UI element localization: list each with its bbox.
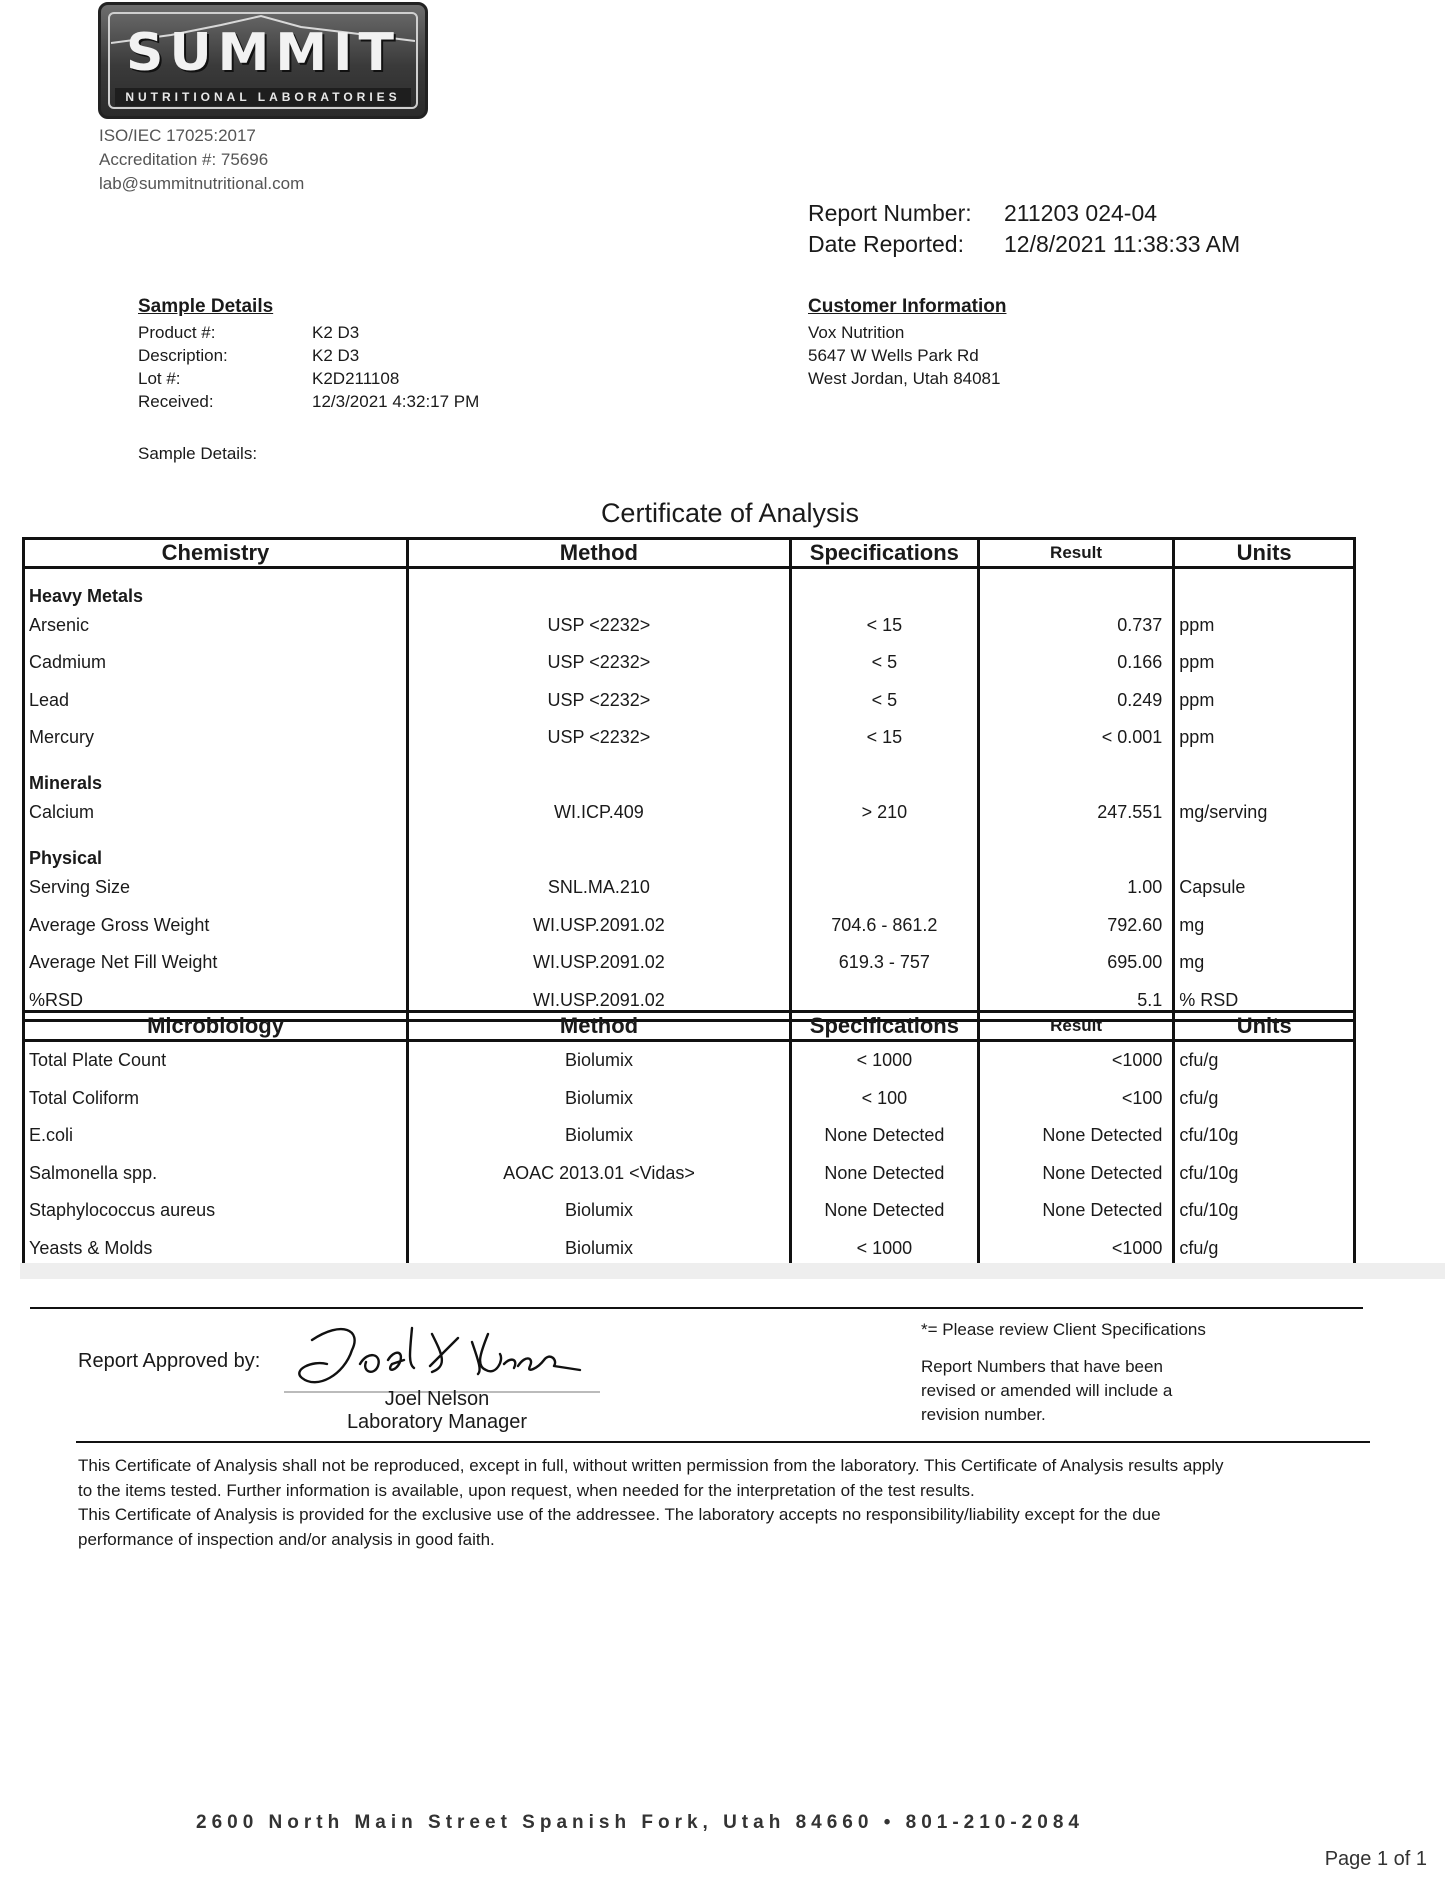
spec-cell: None Detected bbox=[790, 1192, 978, 1230]
received-label: Received: bbox=[138, 392, 214, 411]
specifications-header: Specifications bbox=[790, 539, 978, 568]
units-cell: Capsule bbox=[1174, 869, 1355, 907]
method-cell: USP <2232> bbox=[407, 644, 790, 682]
table-row bbox=[24, 1117, 1355, 1155]
report-number-label: Report Number: bbox=[808, 200, 972, 226]
iso-standard: ISO/IEC 17025:2017 bbox=[99, 126, 256, 145]
units-header: Units bbox=[1174, 539, 1355, 568]
product-label: Product #: bbox=[138, 323, 216, 342]
result-cell: 247.551 bbox=[978, 794, 1174, 832]
revision-note-3: revision number. bbox=[921, 1405, 1046, 1424]
method-cell: USP <2232> bbox=[407, 719, 790, 757]
units-cell: ppm bbox=[1174, 644, 1355, 682]
result-cell: None Detected bbox=[978, 1155, 1174, 1193]
divider-bottom bbox=[76, 1441, 1370, 1443]
analyte-name: Serving Size bbox=[24, 869, 408, 907]
report-number: 211203 024-04 bbox=[1004, 200, 1158, 226]
spec-cell: < 15 bbox=[790, 607, 978, 645]
notes bbox=[921, 1318, 1206, 1427]
page-number: Page 1 of 1 bbox=[1324, 1848, 1427, 1870]
result-cell: 1.00 bbox=[978, 869, 1174, 907]
signer-title: Laboratory Manager bbox=[346, 1411, 528, 1433]
lot-value: K2D211108 bbox=[312, 369, 400, 388]
spec-cell: < 1000 bbox=[790, 1041, 978, 1080]
lab-email: lab@summitnutritional.com bbox=[99, 174, 305, 193]
result-cell: 792.60 bbox=[978, 907, 1174, 945]
units-cell: mg/serving bbox=[1174, 794, 1355, 832]
revision-note-1: Report Numbers that have been bbox=[921, 1357, 1163, 1376]
table-row bbox=[24, 944, 1355, 982]
result-cell: 0.249 bbox=[978, 682, 1174, 720]
footer-address: 2600 North Main Street Spanish Fork, Utah 84660 • 801-210-2084 bbox=[196, 1812, 1084, 1833]
analyte-name: Calcium bbox=[24, 794, 408, 832]
specifications-header: Specifications bbox=[790, 1012, 978, 1041]
analyte-name: Average Net Fill Weight bbox=[24, 944, 408, 982]
description-label: Description: bbox=[138, 346, 228, 365]
result-cell: None Detected bbox=[978, 1192, 1174, 1230]
description-value: K2 D3 bbox=[312, 346, 360, 365]
method-cell: SNL.MA.210 bbox=[407, 869, 790, 907]
analyte-name: Salmonella spp. bbox=[24, 1155, 408, 1193]
table-row bbox=[24, 607, 1355, 645]
sample-details-label: Sample Details: bbox=[138, 444, 258, 463]
result-cell: None Detected bbox=[978, 1117, 1174, 1155]
category-row bbox=[24, 757, 1355, 795]
analyte-name: Arsenic bbox=[24, 607, 408, 645]
result-cell: <1000 bbox=[978, 1041, 1174, 1080]
table-row bbox=[24, 1192, 1355, 1230]
spec-cell: > 210 bbox=[790, 794, 978, 832]
units-cell: ppm bbox=[1174, 682, 1355, 720]
method-cell: Biolumix bbox=[408, 1230, 791, 1269]
result-header: Result bbox=[978, 1012, 1174, 1041]
spec-cell: None Detected bbox=[790, 1117, 978, 1155]
microbiology-table bbox=[22, 1010, 1356, 1270]
method-cell: WI.ICP.409 bbox=[407, 794, 790, 832]
analyte-name: Cadmium bbox=[24, 644, 408, 682]
units-cell: cfu/g bbox=[1174, 1230, 1355, 1269]
analyte-name: E.coli bbox=[24, 1117, 408, 1155]
customer-info-heading: Customer Information bbox=[808, 296, 1007, 317]
table-row bbox=[24, 1155, 1355, 1193]
units-cell: cfu/g bbox=[1174, 1080, 1355, 1118]
date-reported: 12/8/2021 11:38:33 AM bbox=[1004, 231, 1241, 257]
table-row bbox=[24, 794, 1355, 832]
units-cell: % RSD bbox=[1174, 982, 1355, 1021]
spec-cell: < 5 bbox=[790, 644, 978, 682]
table-row bbox=[24, 1080, 1355, 1118]
customer-address-1: 5647 W Wells Park Rd bbox=[808, 346, 979, 365]
result-cell: < 0.001 bbox=[978, 719, 1174, 757]
spec-note: *= Please review Client Specifications bbox=[921, 1320, 1206, 1339]
spec-cell: < 5 bbox=[790, 682, 978, 720]
spec-cell: 619.3 - 757 bbox=[790, 944, 978, 982]
result-cell: 695.00 bbox=[978, 944, 1174, 982]
table-row bbox=[24, 907, 1355, 945]
method-header: Method bbox=[408, 1012, 791, 1041]
method-cell: USP <2232> bbox=[407, 607, 790, 645]
disclaimer-line-2: to the items tested. Further information is available, upon request, when needed for the interpretation of the test results. bbox=[78, 1480, 975, 1500]
units-cell: cfu/10g bbox=[1174, 1155, 1355, 1193]
date-reported-label: Date Reported: bbox=[808, 231, 964, 257]
spec-cell: < 1000 bbox=[790, 1230, 978, 1269]
analyte-name: Total Coliform bbox=[24, 1080, 408, 1118]
sample-details bbox=[138, 296, 479, 465]
disclaimer-line-4: performance of inspection and/or analysis in good faith. bbox=[78, 1529, 495, 1549]
analyte-name: Total Plate Count bbox=[24, 1041, 408, 1080]
accreditation-number: Accreditation #: 75696 bbox=[99, 150, 269, 169]
chemistry-header-row bbox=[24, 539, 1355, 568]
method-cell: Biolumix bbox=[408, 1080, 791, 1118]
result-cell: <1000 bbox=[978, 1230, 1174, 1269]
category-heavy-metals: Heavy Metals bbox=[24, 568, 408, 607]
result-cell: 0.737 bbox=[978, 607, 1174, 645]
analyte-name: Average Gross Weight bbox=[24, 907, 408, 945]
method-cell: USP <2232> bbox=[407, 682, 790, 720]
category-minerals: Minerals bbox=[24, 757, 408, 795]
disclaimer bbox=[78, 1454, 1353, 1552]
divider-top bbox=[30, 1307, 1363, 1309]
units-cell: cfu/10g bbox=[1174, 1192, 1355, 1230]
result-cell: 5.1 bbox=[978, 982, 1174, 1021]
signature bbox=[282, 1320, 602, 1396]
method-cell: AOAC 2013.01 <Vidas> bbox=[408, 1155, 791, 1193]
category-row bbox=[24, 568, 1355, 607]
table-row bbox=[24, 682, 1355, 720]
sample-details-heading: Sample Details bbox=[138, 296, 274, 317]
table-row bbox=[24, 1041, 1355, 1080]
chemistry-table bbox=[22, 537, 1356, 1022]
spec-cell: < 15 bbox=[790, 719, 978, 757]
method-cell: WI.USP.2091.02 bbox=[407, 944, 790, 982]
units-cell: mg bbox=[1174, 907, 1355, 945]
category-row bbox=[24, 832, 1355, 870]
received-value: 12/3/2021 4:32:17 PM bbox=[312, 392, 480, 411]
summit-logo bbox=[98, 2, 428, 119]
disclaimer-line-1: This Certificate of Analysis shall not be reproduced, except in full, without written permission from the laboratory. This Certificate of Analysis results apply bbox=[78, 1456, 1224, 1475]
units-cell: cfu/g bbox=[1174, 1041, 1355, 1080]
signer-name: Joel Nelson bbox=[384, 1388, 490, 1410]
spec-cell: < 100 bbox=[790, 1080, 978, 1118]
method-cell: WI.USP.2091.02 bbox=[407, 982, 790, 1021]
analyte-name: Mercury bbox=[24, 719, 408, 757]
units-cell: cfu/10g bbox=[1174, 1117, 1355, 1155]
result-cell: 0.166 bbox=[978, 644, 1174, 682]
shaded-band bbox=[20, 1263, 1445, 1279]
microbiology-header-row bbox=[24, 1012, 1355, 1041]
customer-info bbox=[808, 296, 1006, 390]
units-cell: mg bbox=[1174, 944, 1355, 982]
method-cell: WI.USP.2091.02 bbox=[407, 907, 790, 945]
method-cell: Biolumix bbox=[408, 1041, 791, 1080]
customer-name: Vox Nutrition bbox=[808, 323, 905, 342]
units-cell: ppm bbox=[1174, 719, 1355, 757]
spec-cell: 704.6 - 861.2 bbox=[790, 907, 978, 945]
report-meta bbox=[808, 198, 1240, 260]
coa-title: Certificate of Analysis bbox=[600, 498, 860, 528]
lot-label: Lot #: bbox=[138, 369, 181, 388]
result-header: Result bbox=[978, 539, 1174, 568]
table-row bbox=[24, 869, 1355, 907]
result-cell: <100 bbox=[978, 1080, 1174, 1118]
method-header: Method bbox=[407, 539, 790, 568]
table-row bbox=[24, 644, 1355, 682]
revision-note-2: revised or amended will include a bbox=[921, 1381, 1173, 1400]
product-value: K2 D3 bbox=[312, 323, 360, 342]
table-row bbox=[24, 719, 1355, 757]
disclaimer-line-3: This Certificate of Analysis is provided for the exclusive use of the addressee. The laboratory accepts no responsibility/liability except for the due bbox=[78, 1505, 1161, 1524]
logo-word: SUMMIT bbox=[126, 23, 400, 83]
analyte-name: Staphylococcus aureus bbox=[24, 1192, 408, 1230]
method-cell: Biolumix bbox=[408, 1117, 791, 1155]
analyte-name: %RSD bbox=[24, 982, 408, 1021]
category-physical: Physical bbox=[24, 832, 408, 870]
signer bbox=[300, 1388, 574, 1434]
microbiology-header: Microbiology bbox=[24, 1012, 408, 1041]
lab-info bbox=[99, 124, 304, 196]
customer-address-2: West Jordan, Utah 84081 bbox=[808, 369, 1001, 388]
report-approved-label: Report Approved by: bbox=[78, 1350, 261, 1372]
units-header: Units bbox=[1174, 1012, 1355, 1041]
spec-cell: None Detected bbox=[790, 1155, 978, 1193]
spec-cell bbox=[790, 869, 978, 907]
method-cell: Biolumix bbox=[408, 1192, 791, 1230]
analyte-name: Lead bbox=[24, 682, 408, 720]
units-cell: ppm bbox=[1174, 607, 1355, 645]
analyte-name: Yeasts & Molds bbox=[24, 1230, 408, 1269]
chemistry-header: Chemistry bbox=[24, 539, 408, 568]
logo-subtitle: NUTRITIONAL LABORATORIES bbox=[115, 88, 411, 106]
